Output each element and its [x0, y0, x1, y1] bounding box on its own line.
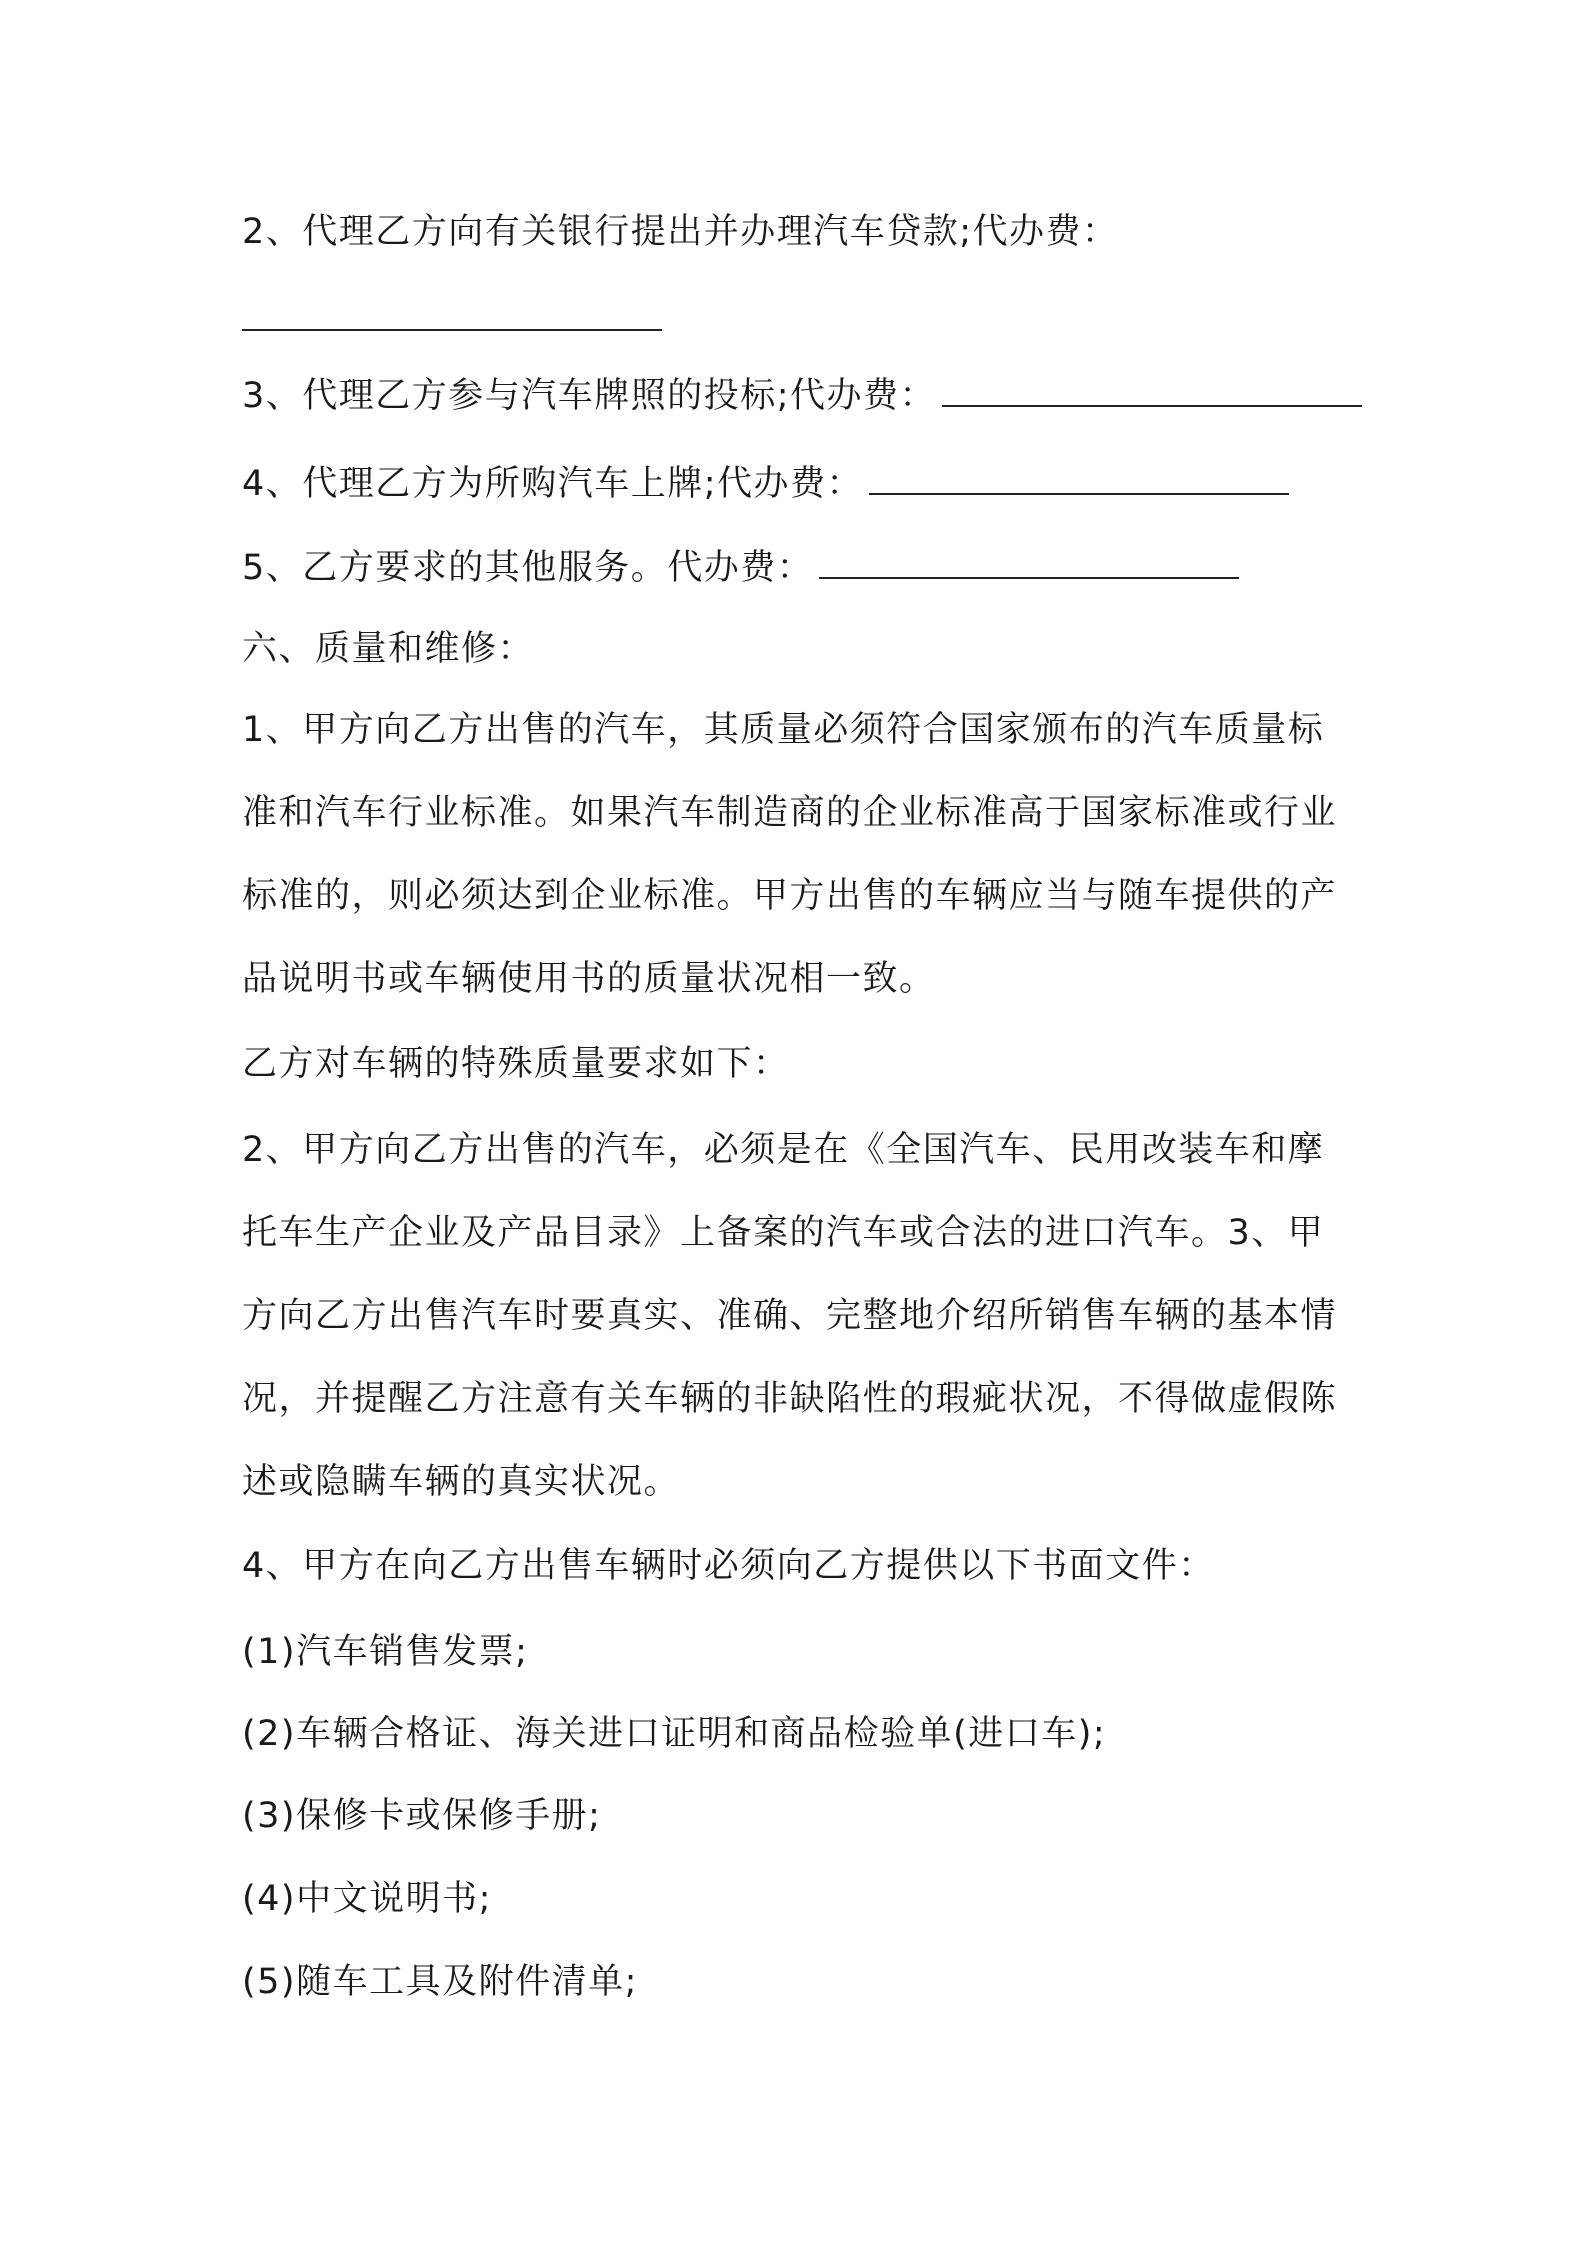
- list-item-text: (2)车辆合格证、海关进口证明和商品检验单(进口车);: [242, 1714, 1107, 1754]
- paragraph-line: [242, 1458, 680, 1506]
- paragraph-line: [242, 872, 1337, 920]
- special-requirements-line: [242, 1040, 790, 1088]
- list-item-text: (5)随车工具及附件清单;: [242, 1962, 638, 2002]
- paragraph-text: 1、甲方向乙方出售的汽车，其质量必须符合国家颁布的汽车质量标: [242, 710, 1325, 750]
- paragraph-text: 乙方对车辆的特殊质量要求如下：: [242, 1044, 790, 1084]
- list-item: [242, 1875, 492, 1923]
- list-item-text: (1)汽车销售发票;: [242, 1632, 529, 1672]
- paragraph-text: 况，并提醒乙方注意有关车辆的非缺陷性的瑕疵状况，不得做虚假陈: [242, 1379, 1338, 1419]
- documents-clause: [242, 1542, 1215, 1590]
- fee-blank-line: [242, 296, 662, 344]
- paragraph-line: [242, 789, 1337, 837]
- paragraph-text: 准和汽车行业标准。如果汽车制造商的企业标准高于国家标准或行业: [242, 793, 1338, 833]
- fee-blank: [942, 377, 1362, 407]
- paragraph-text: 托车生产企业及产品目录》上备案的汽车或合法的进口汽车。3、甲: [242, 1213, 1325, 1253]
- paragraph-text: 2、甲方向乙方出售的汽车，必须是在《全国汽车、民用改装车和摩: [242, 1130, 1325, 1170]
- clause-text: 4、代理乙方为所购汽车上牌;代办费：: [242, 464, 864, 504]
- clause-3-plate-bidding: [242, 372, 1362, 420]
- fee-blank: [819, 549, 1239, 579]
- list-item-text: (3)保修卡或保修手册;: [242, 1796, 602, 1836]
- paragraph-text: 品说明书或车辆使用书的质量状况相一致。: [242, 959, 936, 999]
- fee-blank: [242, 301, 662, 331]
- paragraph-text: 标准的，则必须达到企业标准。甲方出售的车辆应当与随车提供的产: [242, 876, 1338, 916]
- fee-blank: [869, 465, 1289, 495]
- paragraph-text: 方向乙方出售汽车时要真实、准确、完整地介绍所销售车辆的基本情: [242, 1296, 1338, 1336]
- list-item: [242, 1792, 601, 1840]
- paragraph-line: [242, 706, 1324, 754]
- clause-text: 2、代理乙方向有关银行提出并办理汽车贷款;代办费：: [242, 212, 1119, 252]
- clause-text: 3、代理乙方参与汽车牌照的投标;代办费：: [242, 376, 937, 416]
- list-item: [242, 1710, 1106, 1758]
- clause-text: 5、乙方要求的其他服务。代办费：: [242, 548, 814, 588]
- paragraph-text: 4、甲方在向乙方出售车辆时必须向乙方提供以下书面文件：: [242, 1546, 1215, 1586]
- section-heading: 六、质量和维修：: [242, 629, 535, 669]
- paragraph-text: 述或隐瞒车辆的真实状况。: [242, 1462, 681, 1502]
- list-item: [242, 1958, 638, 2006]
- clause-2-loan-agency: [242, 208, 1119, 256]
- list-item: [242, 1628, 528, 1676]
- paragraph-line: [242, 1209, 1324, 1257]
- clause-5-other-services: [242, 544, 1239, 592]
- section-heading-quality: [242, 625, 534, 673]
- paragraph-line: [242, 1126, 1324, 1174]
- paragraph-line: [242, 955, 936, 1003]
- list-item-text: (4)中文说明书;: [242, 1879, 492, 1919]
- paragraph-line: [242, 1292, 1337, 1340]
- paragraph-line: [242, 1375, 1337, 1423]
- document-page: [242, 0, 1362, 2244]
- clause-4-registration: [242, 460, 1289, 508]
